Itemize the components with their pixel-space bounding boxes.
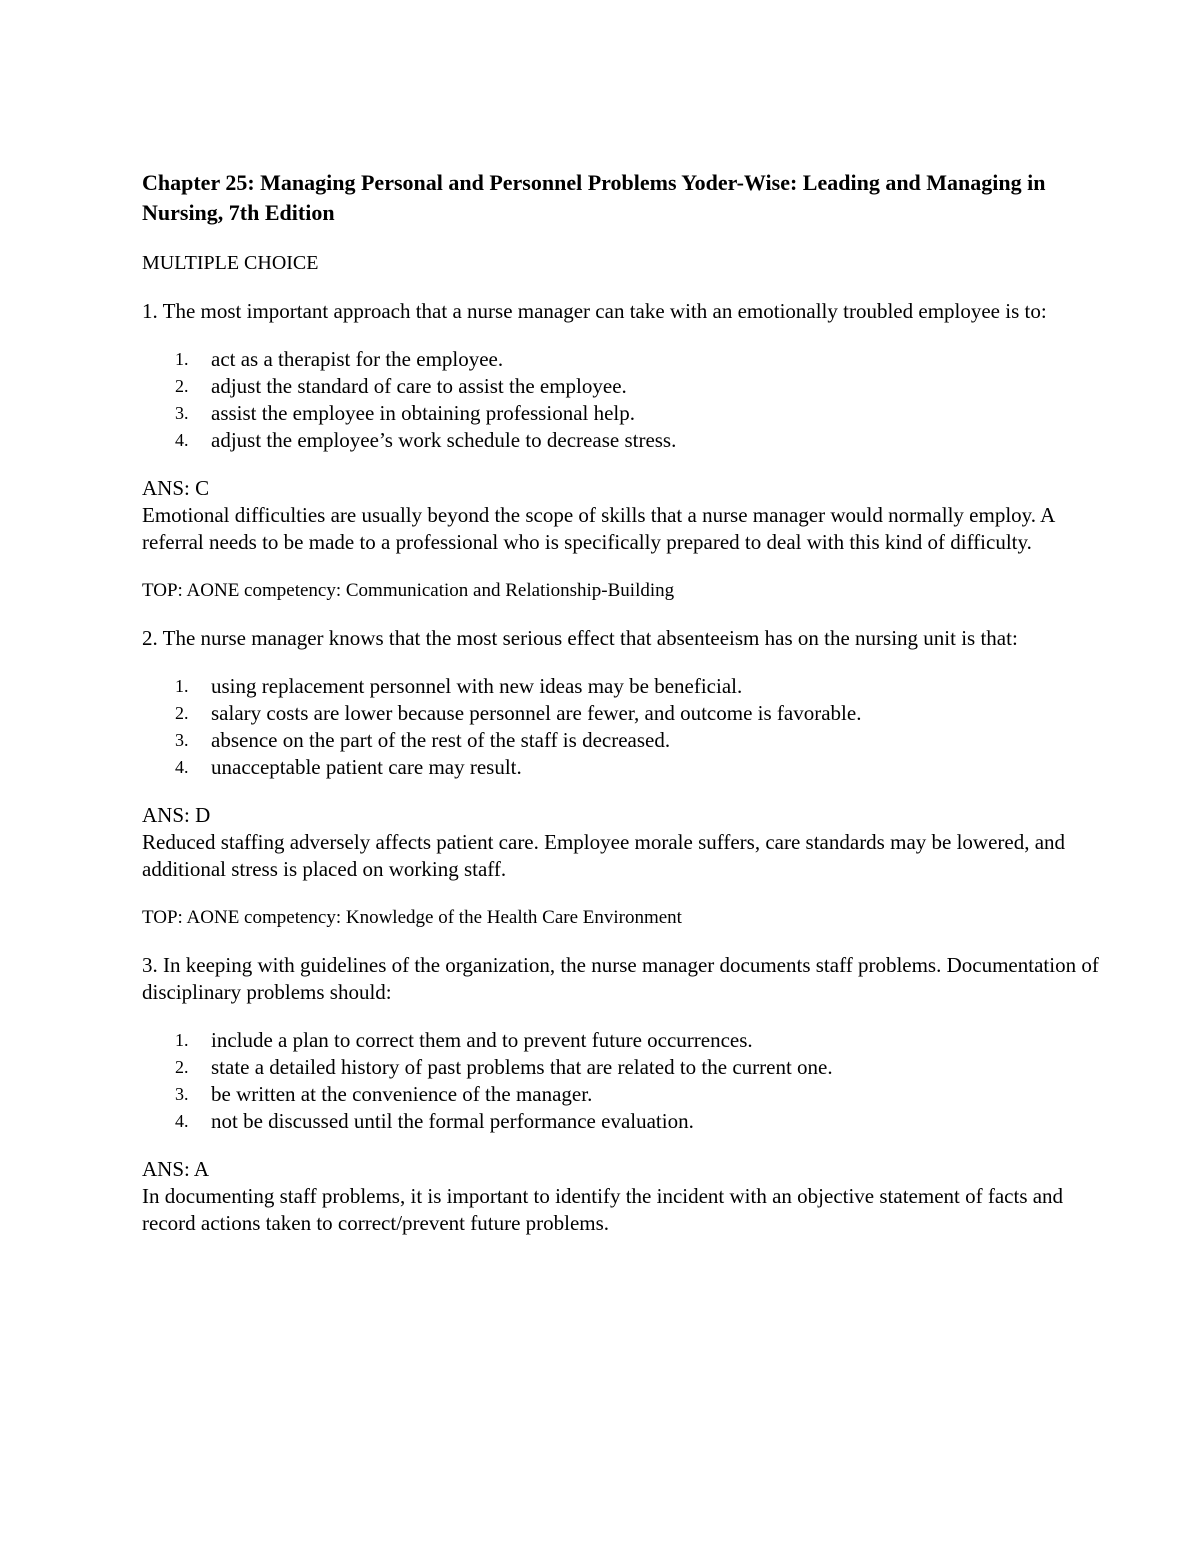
- answer-option: [142, 1108, 1102, 1135]
- option-text: unacceptable patient care may result.: [211, 755, 522, 779]
- option-number: 1.: [175, 1030, 189, 1050]
- document-title: Chapter 25: Managing Personal and Personnel Problems Yoder-Wise: Leading and Managing in Nursing, 7th Edition: [142, 170, 1046, 225]
- option-number: 2.: [175, 703, 189, 723]
- option-number: 3.: [175, 403, 189, 423]
- answer-option: [142, 373, 1102, 400]
- option-text: state a detailed history of past problems that are related to the current one.: [211, 1055, 833, 1079]
- option-text: salary costs are lower because personnel are fewer, and outcome is favorable.: [211, 701, 862, 725]
- answer-option: [142, 427, 1102, 454]
- answer-options: [142, 673, 1102, 781]
- answer-rationale: Emotional difficulties are usually beyond the scope of skills that a nurse manager would normally employ. A referral needs to be made to a professional who is specifically prepared to deal with this kind of difficulty.: [142, 503, 1055, 554]
- answer-options: [142, 346, 1102, 454]
- option-text: assist the employee in obtaining professional help.: [211, 401, 635, 425]
- option-number: 4.: [175, 430, 189, 450]
- option-number: 1.: [175, 676, 189, 696]
- option-text: be written at the convenience of the manager.: [211, 1082, 593, 1106]
- question-1: [142, 298, 1102, 604]
- option-number: 2.: [175, 376, 189, 396]
- answer-key: ANS: A: [142, 1157, 210, 1181]
- answer-option: [142, 346, 1102, 373]
- option-text: not be discussed until the formal performance evaluation.: [211, 1109, 694, 1133]
- option-number: 3.: [175, 730, 189, 750]
- answer-rationale: Reduced staffing adversely affects patient care. Employee morale suffers, care standards may be lowered, and additional stress is placed on working staff.: [142, 830, 1066, 881]
- topic-tag: TOP: AONE competency: Knowledge of the Health Care Environment: [142, 907, 682, 928]
- answer-option: [142, 673, 1102, 700]
- answer-option: [142, 1027, 1102, 1054]
- answer-key: ANS: C: [142, 476, 210, 500]
- question-stem: 1. The most important approach that a nurse manager can take with an emotionally troubled employee is to:: [142, 299, 1047, 323]
- answer-key: ANS: D: [142, 803, 211, 827]
- option-text: include a plan to correct them and to prevent future occurrences.: [211, 1028, 753, 1052]
- option-text: absence on the part of the rest of the staff is decreased.: [211, 728, 671, 752]
- answer-options: [142, 1027, 1102, 1135]
- section-heading: MULTIPLE CHOICE: [142, 252, 319, 274]
- option-text: act as a therapist for the employee.: [211, 347, 504, 371]
- topic-tag: TOP: AONE competency: Communication and Relationship-Building: [142, 580, 675, 601]
- answer-option: [142, 1054, 1102, 1081]
- answer-rationale: In documenting staff problems, it is important to identify the incident with an objective statement of facts and record actions taken to correct/prevent future problems.: [142, 1184, 1064, 1235]
- option-number: 4.: [175, 757, 189, 777]
- option-number: 3.: [175, 1084, 189, 1104]
- question-2: [142, 625, 1102, 931]
- option-number: 1.: [175, 349, 189, 369]
- question-3: [142, 952, 1102, 1237]
- option-text: using replacement personnel with new ideas may be beneficial.: [211, 674, 743, 698]
- answer-option: [142, 754, 1102, 781]
- document-page: [142, 168, 1102, 1258]
- question-stem: 3. In keeping with guidelines of the organization, the nurse manager documents staff problems. Documentation of disciplinary problems should:: [142, 953, 1099, 1004]
- answer-option: [142, 400, 1102, 427]
- option-number: 4.: [175, 1111, 189, 1131]
- answer-option: [142, 700, 1102, 727]
- option-text: adjust the standard of care to assist the employee.: [211, 374, 627, 398]
- option-number: 2.: [175, 1057, 189, 1077]
- answer-option: [142, 727, 1102, 754]
- answer-option: [142, 1081, 1102, 1108]
- option-text: adjust the employee’s work schedule to decrease stress.: [211, 428, 677, 452]
- question-stem: 2. The nurse manager knows that the most serious effect that absenteeism has on the nursing unit is that:: [142, 626, 1018, 650]
